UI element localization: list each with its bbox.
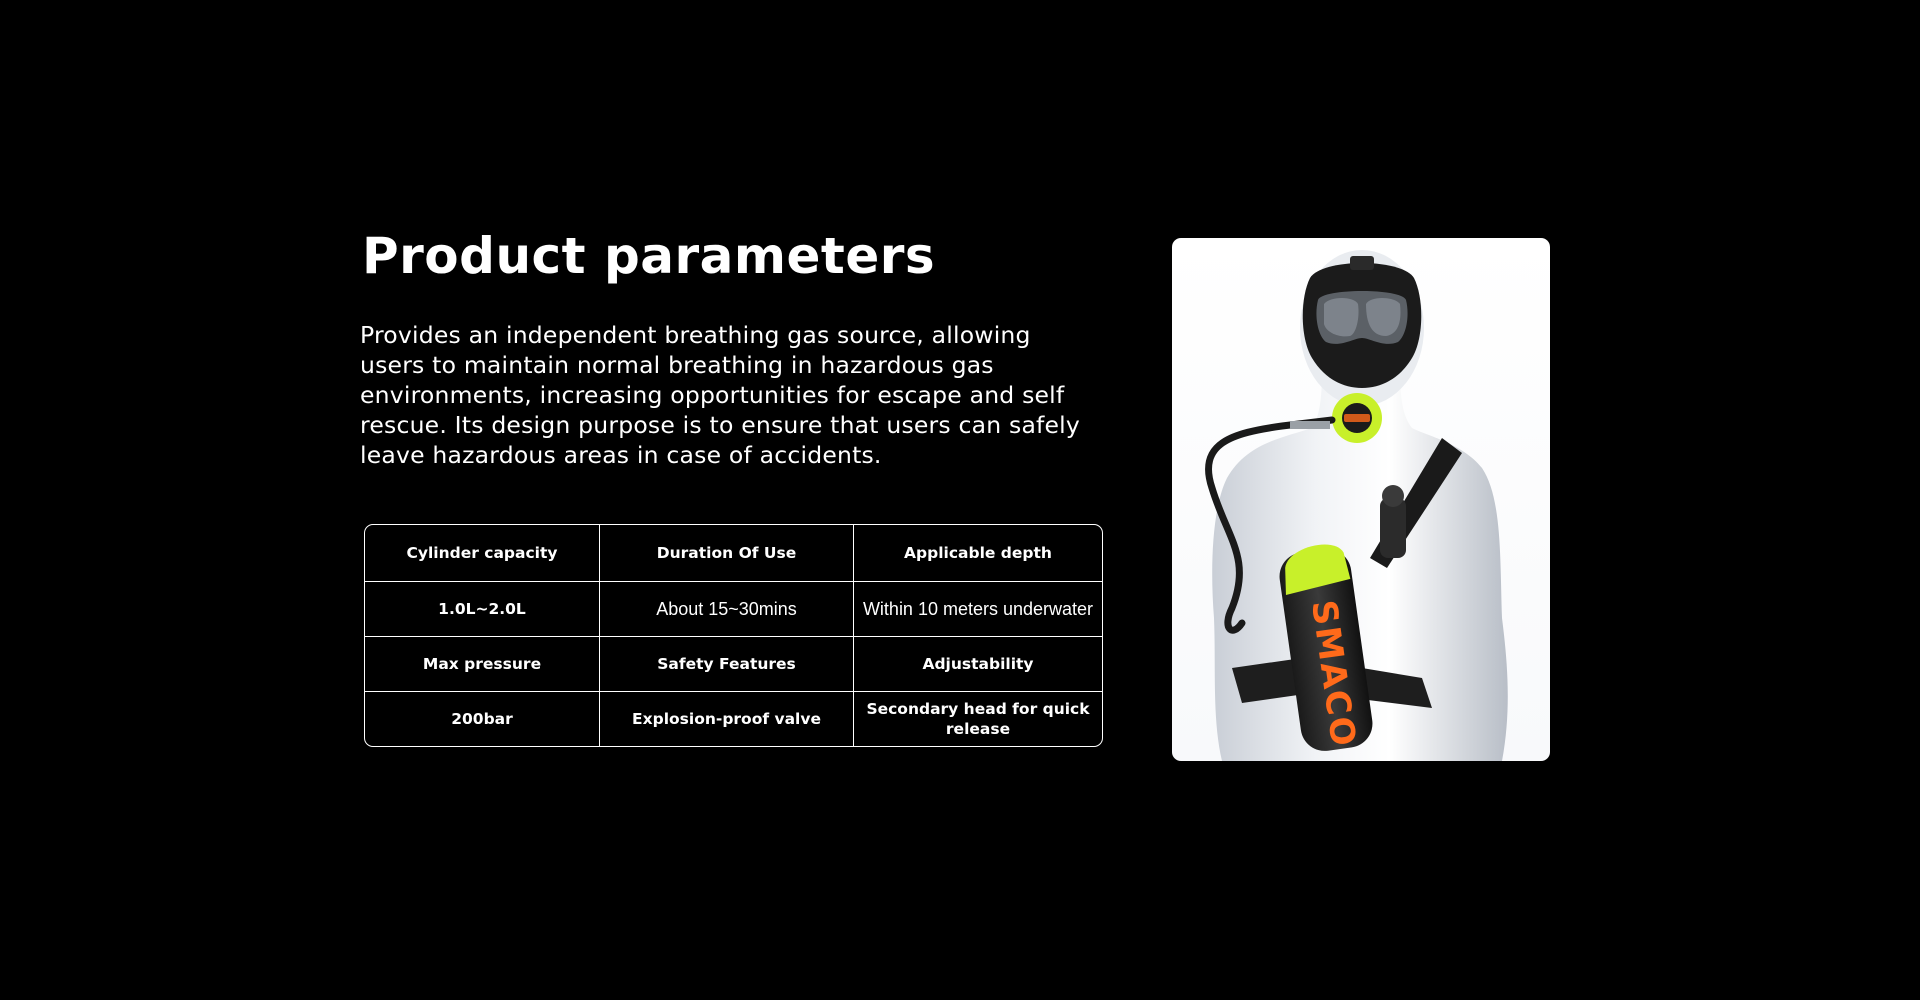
spec-value-safety-features: Explosion-proof valve	[600, 692, 854, 746]
spec-header-duration-of-use: Duration Of Use	[600, 525, 854, 582]
spec-header-applicable-depth: Applicable depth	[854, 525, 1102, 582]
spec-value-duration-of-use: About 15~30mins	[600, 582, 854, 637]
spec-value-cylinder-capacity: 1.0L~2.0L	[365, 582, 600, 637]
spec-table	[364, 524, 1103, 747]
spec-header-safety-features: Safety Features	[600, 637, 854, 692]
page-title: Product parameters	[362, 227, 936, 285]
brand-logo: SMACO	[1303, 597, 1364, 751]
product-image	[1172, 238, 1550, 761]
product-description: Provides an independent breathing gas source, allowing users to maintain normal breathing in hazardous gas environments, increasing opportunities for escape and self rescue. Its design purpose is to ensure that users can safely leave hazardous areas in case of accidents.	[360, 321, 1081, 469]
spec-header-adjustability: Adjustability	[854, 637, 1102, 692]
mannequin-illustration	[1172, 238, 1550, 761]
spec-header-max-pressure: Max pressure	[365, 637, 600, 692]
spec-value-adjustability: Secondary head for quick release	[866, 700, 1090, 738]
spec-value-applicable-depth: Within 10 meters underwater	[854, 582, 1102, 637]
spec-value-max-pressure: 200bar	[365, 692, 600, 746]
spec-header-cylinder-capacity: Cylinder capacity	[365, 525, 600, 582]
